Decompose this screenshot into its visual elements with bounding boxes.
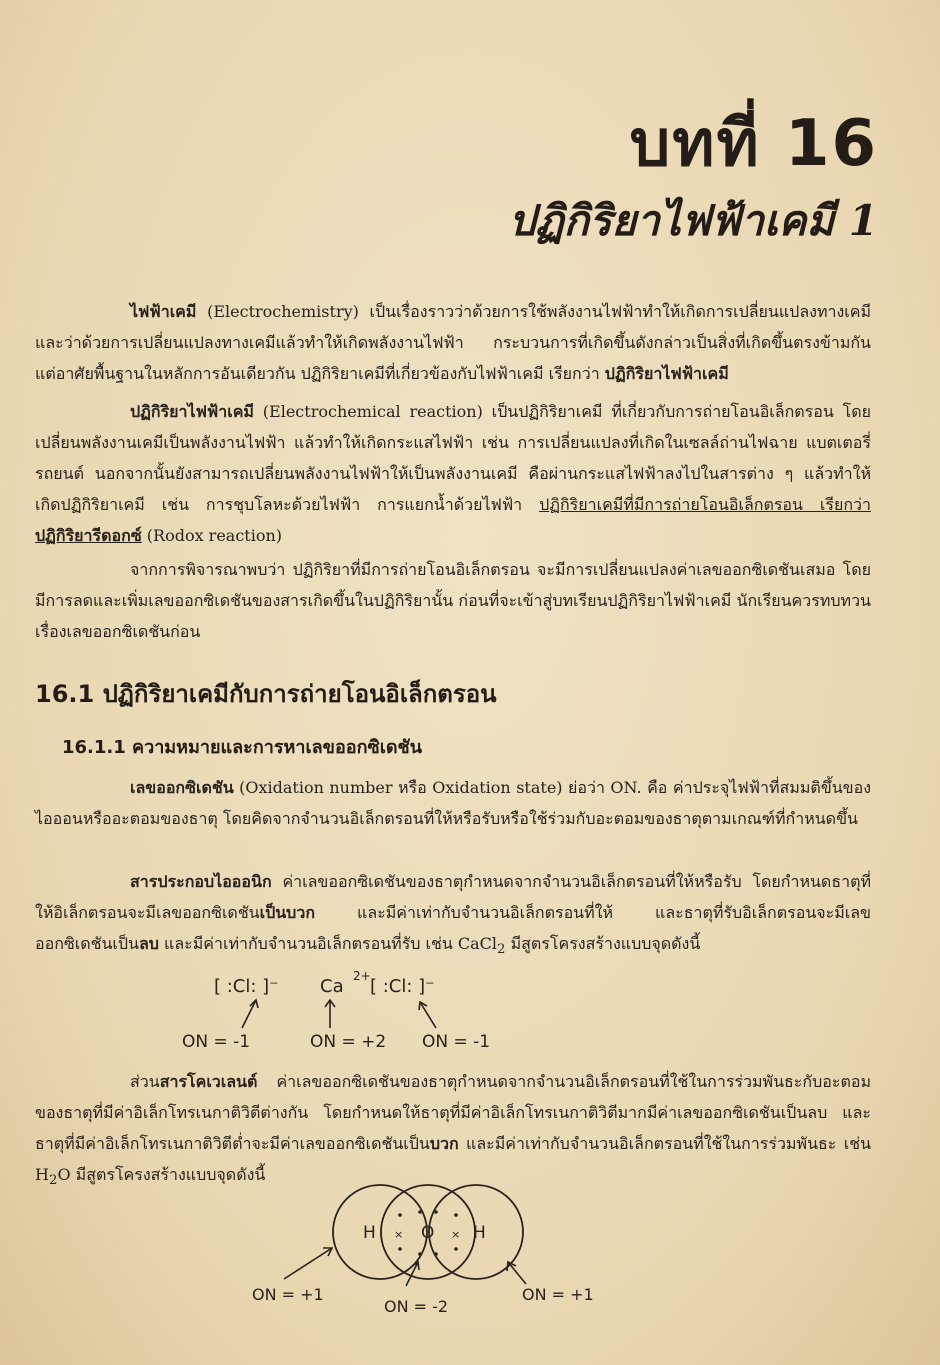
electron-cross-right: × xyxy=(451,1228,461,1241)
arrow-h-left xyxy=(284,1248,332,1279)
h2o-dot-diagram xyxy=(240,1182,610,1322)
arrow-left xyxy=(242,1000,256,1028)
electron-dot xyxy=(434,1210,438,1214)
electron-dot xyxy=(418,1252,422,1256)
subscript-2-h2o: 2 xyxy=(48,1173,58,1189)
term-covalent: สารโคเวเลนต์ xyxy=(159,1072,258,1091)
cl-left-ion: [ :Cl: ]⁻ xyxy=(214,976,279,997)
bold-positive: เป็นบวก xyxy=(259,903,315,922)
intro-paragraph-2 xyxy=(35,396,871,551)
intro-p2-text: (Electrochemical reaction) เป็นปฏิกิริยาเคมี ที่เกี่ยวกับการถ่ายโอนอิเล็กตรอน โดยเปลี่ยนพลังงานเคมีเป็นพลังงานไฟฟ้า แล้วทำให้เกิดกระแสไฟฟ้า เช่น การเปลี่ยนแปลงที่เกิดในเซลล์ถ่านไฟฉาย แบตเตอรี่รถยนต์ นอกจากนั้นยังสามารถเปลี่ยนพลังงานไฟฟ้าให้เป็นพลังงานเคมี คือผ่านกระแสไฟฟ้าลงไปในสารต่าง ๆ แล้วทำให้เกิดปฏิกิริยาเคมี เช่น การชุบโลหะด้วยไฟฟ้า การแยกน้ำด้วยไฟฟ้า xyxy=(35,402,871,514)
covalent-paragraph xyxy=(35,1066,871,1196)
arrow-h-right xyxy=(508,1262,526,1284)
term-electrochemical-reaction: ปฏิกิริยาไฟฟ้าเคมี xyxy=(604,364,729,383)
ca-charge: 2+ xyxy=(353,969,371,983)
on-label-mid: ON = +2 xyxy=(310,1032,387,1052)
oxidation-paragraph-1 xyxy=(35,772,871,834)
subscript-2: 2 xyxy=(497,942,506,958)
intro-paragraph-1 xyxy=(35,296,871,389)
intro-p2-tail: (Rodox reaction) xyxy=(141,526,283,545)
bold-positive-covalent: บวก xyxy=(429,1134,459,1153)
bold-negative: ลบ xyxy=(138,934,159,953)
h-left-atom: H xyxy=(363,1223,376,1243)
oxidation-paragraph-2 xyxy=(35,866,871,965)
on-label-h-right: ON = +1 xyxy=(522,1285,594,1304)
ca-ion: Ca xyxy=(320,976,344,997)
intro-p3-text: จากการพิจารณาพบว่า ปฏิกิริยาที่มีการถ่ายโอนอิเล็กตรอน จะมีการเปลี่ยนแปลงค่าเลขออกซิเดชันเสมอ โดยมีการลดและเพิ่มเลขออกซิเดชันของสารเกิดขึ้นในปฏิกิริยานั้น ก่อนที่จะเข้าสู่บทเรียนปฏิกิริยาไฟฟ้าเคมี นักเรียนควรทบทวนเรื่องเลขออกซิเดชันก่อน xyxy=(35,560,871,641)
covalent-lead: ส่วน xyxy=(130,1072,160,1091)
chapter-title: ปฏิกิริยาไฟฟ้าเคมี 1 xyxy=(508,196,878,245)
electron-dot xyxy=(418,1210,422,1214)
cl-right-ion: [ :Cl: ]⁻ xyxy=(370,976,435,997)
arrow-right xyxy=(420,1002,436,1028)
term-electrochemical-reaction-def: ปฏิกิริยาไฟฟ้าเคมี xyxy=(130,402,254,421)
electron-dot xyxy=(434,1252,438,1256)
term-ionic-compound: สารประกอบไอออนิก xyxy=(130,872,272,891)
intro-paragraph-3 xyxy=(35,554,871,647)
on-label-o: ON = -2 xyxy=(384,1297,449,1316)
electron-dot xyxy=(398,1247,402,1251)
on-label-right: ON = -1 xyxy=(422,1032,491,1052)
electron-dot xyxy=(454,1247,458,1251)
covalent-text-b: และมีค่าเท่ากับจำนวนอิเล็กตรอนที่ใช้ในการร่วมพันธะ เช่น H xyxy=(35,1134,871,1184)
subsection-heading: 16.1.1 ความหมายและการหาเลขออกซิเดชัน xyxy=(62,737,423,758)
covalent-text-a: ค่าเลขออกซิเดชันของธาตุกำหนดจากจำนวนอิเล็กตรอนที่ใช้ในการร่วมพันธะกับอะตอมของธาตุที่มีค่าอิเล็กโทรเนกาติวิตีต่างกัน โดยกำหนดให้ธาตุที่มีค่าอิเล็กโทรเนกาติวิตีมากมีค่าเลขออกซิเดชันเป็นลบ และธาตุที่มีค่าอิเล็กโทรเนกาติวิตีต่ำจะมีค่าเลขออกซิเดชันเป็น xyxy=(35,1072,871,1153)
oxidation-p2-text-d: มีสูตรโครงสร้างแบบจุดดังนี้ xyxy=(505,934,701,953)
chapter-number: บทที่ 16 xyxy=(629,107,878,181)
oxidation-p2-text-c: และมีค่าเท่ากับจำนวนอิเล็กตรอนที่รับ เช่น CaCl xyxy=(158,934,498,953)
cacl2-dot-diagram xyxy=(170,962,530,1058)
intro-p1-text: (Electrochemistry) เป็นเรื่องราวว่าด้วยการใช้พลังงานไฟฟ้าทำให้เกิดการเปลี่ยนแปลงทางเคมี และว่าด้วยการเปลี่ยนแปลงทางเคมีแล้วทำให้เกิดพลังงานไฟฟ้า กระบวนการที่เกิดขึ้นดังกล่าวเป็นสิ่งที่เกิดขึ้นตรงข้ามกัน แต่อาศัยพื้นฐานในหลักการอันเดียวกัน ปฏิกิริยาเคมีที่เกี่ยวข้องกับไฟฟ้าเคมี เรียกว่า xyxy=(35,302,871,383)
intro-p2-underlined: ปฏิกิริยาเคมีที่มีการถ่ายโอนอิเล็กตรอน เรียกว่า xyxy=(539,495,871,514)
oxidation-p2-text-a: ค่าเลขออกซิเดชันของธาตุกำหนดจากจำนวนอิเล็กตรอนที่ให้หรือรับ โดยกำหนดธาตุที่ให้อิเล็กตรอนจะมีเลขออกซิเดชัน xyxy=(35,872,871,922)
h-right-atom: H xyxy=(473,1223,486,1243)
section-heading: 16.1 ปฏิกิริยาเคมีกับการถ่ายโอนอิเล็กตรอน xyxy=(35,680,497,708)
electron-dot xyxy=(398,1213,402,1217)
electron-dot xyxy=(454,1213,458,1217)
term-electrochemistry: ไฟฟ้าเคมี xyxy=(130,302,197,321)
electron-cross-left: × xyxy=(394,1228,404,1241)
covalent-text-c: O มีสูตรโครงสร้างแบบจุดดังนี้ xyxy=(57,1165,266,1184)
oxidation-p1-text: (Oxidation number หรือ Oxidation state) ย่อว่า ON. คือ ค่าประจุไฟฟ้าที่สมมติขึ้นของไอออนหรืออะตอมของธาตุ โดยคิดจากจำนวนอิเล็กตรอนที่ให้หรือรับหรือใช้ร่วมกับอะตอมของธาตุตามเกณฑ์ที่กำหนดขึ้น xyxy=(35,778,871,828)
oxidation-p2-text-b: และมีค่าเท่ากับจำนวนอิเล็กตรอนที่ให้ และธาตุที่รับอิเล็กตรอนจะมีเลขออกซิเดชันเป็น xyxy=(35,903,871,953)
term-oxidation-number: เลขออกซิเดชัน xyxy=(130,778,234,797)
term-redox: ปฏิกิริยารีดอกซ์ xyxy=(35,526,142,545)
on-label-left: ON = -1 xyxy=(182,1032,251,1052)
on-label-h-left: ON = +1 xyxy=(252,1285,324,1304)
o-atom: O xyxy=(421,1223,435,1243)
